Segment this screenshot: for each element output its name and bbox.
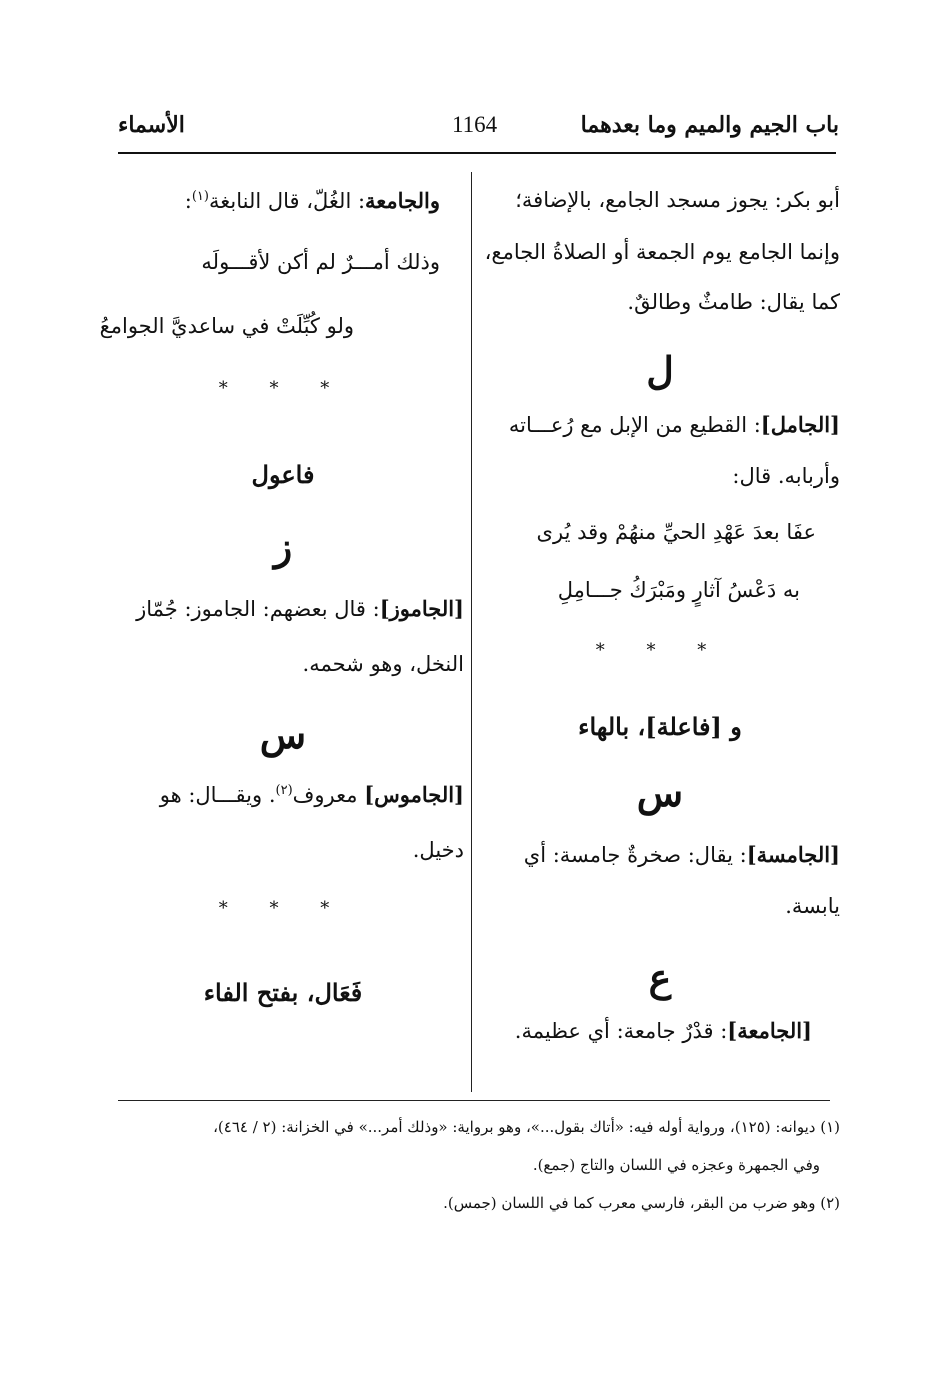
intro-line-2: وإنما الجامع يوم الجمعة أو الصلاةُ الجامع، (484, 240, 840, 264)
header-rule (118, 152, 836, 154)
entry-jamil (509, 412, 840, 437)
jamuz-line-2: النخل، وهو شحمه. (302, 652, 464, 676)
jamil-definition: : القطيع من الإبل مع رُعـــاته (508, 413, 761, 437)
letter-sin: س (636, 770, 684, 815)
entry-jamia (515, 1018, 812, 1043)
footnote-1-line-1: (١) ديوانه: (١٢٥)، ورواية أوله فيه: «أتاك بقول...»، وهو برواية: «وذلك أمر...» في الخزانة: (٢ / ٤٦٤)، (213, 1118, 840, 1136)
headword-jamia: [الجامعة] (727, 1018, 812, 1043)
entry-jamuz (136, 596, 464, 621)
verse-line-1: عفَا بعدَ عَهْدِ الحيِّ منهُمْ وقد يُرى (536, 520, 816, 544)
verse-line-2: ولو كُبِّلَتْ في ساعديَّ الجوامعُ (99, 314, 354, 338)
intro-line-1: أبو بكر: يجوز مسجد الجامع، بالإضافة؛ (515, 188, 840, 212)
footnote-ref-1: (١) (191, 189, 209, 204)
section-title: الأسماء (118, 112, 185, 138)
chapter-title: باب الجيم والميم وما بعدهما (580, 112, 839, 138)
heading-faila: و [فاعلة]، بالهاء (578, 712, 742, 741)
footnote-1-line-2: وفي الجمهرة وعجزه في اللسان والتاج (جمع). (532, 1156, 820, 1174)
entry-jamisa (524, 842, 840, 867)
jamia-definition: : قدْرٌ جامعة: أي عظيمة. (514, 1019, 728, 1043)
page-number: 1164 (452, 112, 498, 137)
letter-lam: ل (646, 348, 674, 393)
letter-zay: ز (273, 524, 293, 569)
heading-faal: فَعَال، بفتح الفاء (203, 978, 363, 1007)
entry-jamus (160, 782, 464, 807)
jamuz-definition: : قال بعضهم: الجاموز: جُمّاز (136, 597, 380, 621)
colon: : (184, 189, 192, 213)
letter-sin-left: س (259, 712, 307, 757)
headword-jamuz: [الجاموز] (379, 596, 464, 621)
jamus-definition: معروف (292, 783, 365, 807)
footnote-2: (٢) وهو ضرب من البقر، فارسي معرب كما في اللسان (جمس). (443, 1194, 840, 1212)
verse-line-1: وذلك أمـــرٌ لم أكن لأقـــولَه (201, 250, 440, 274)
footnote-rule (118, 1100, 830, 1101)
jamisa-line-2: يابسة. (785, 894, 840, 918)
intro-line-3: كما يقال: طامثٌ وطالقٌ. (627, 290, 840, 314)
separator-stars-1: * * * (218, 378, 348, 399)
jamia-ghull-definition: : الغُلّ، قال النابغة (208, 189, 366, 213)
footnote-ref-2: (٢) (275, 783, 293, 798)
heading-faoul: فاعول (251, 460, 315, 489)
letter-ain: ع (648, 955, 672, 1000)
jamus-line-2: دخيل. (412, 838, 464, 862)
separator-stars-2: * * * (218, 898, 348, 919)
verse-line-2: به دَعْسُ آثارٍ ومَبْرَكُ جـــامِلِ (557, 578, 800, 602)
headword-jamil: [الجامل] (760, 412, 840, 437)
headword-wal-jamia: والجامعة (365, 188, 440, 213)
jamus-definition-end: . ويقـــال: هو (159, 783, 276, 807)
jamil-line-2: وأربابه. قال: (732, 464, 840, 488)
headword-jamisa: [الجامسة] (746, 842, 840, 867)
entry-jamia-ghull (185, 188, 440, 213)
separator-stars: * * * (595, 640, 725, 661)
jamisa-definition: : يقال: صخرةٌ جامسة: أي (523, 843, 747, 867)
headword-jamus: [الجاموس] (364, 782, 464, 807)
column-divider (471, 172, 472, 1092)
